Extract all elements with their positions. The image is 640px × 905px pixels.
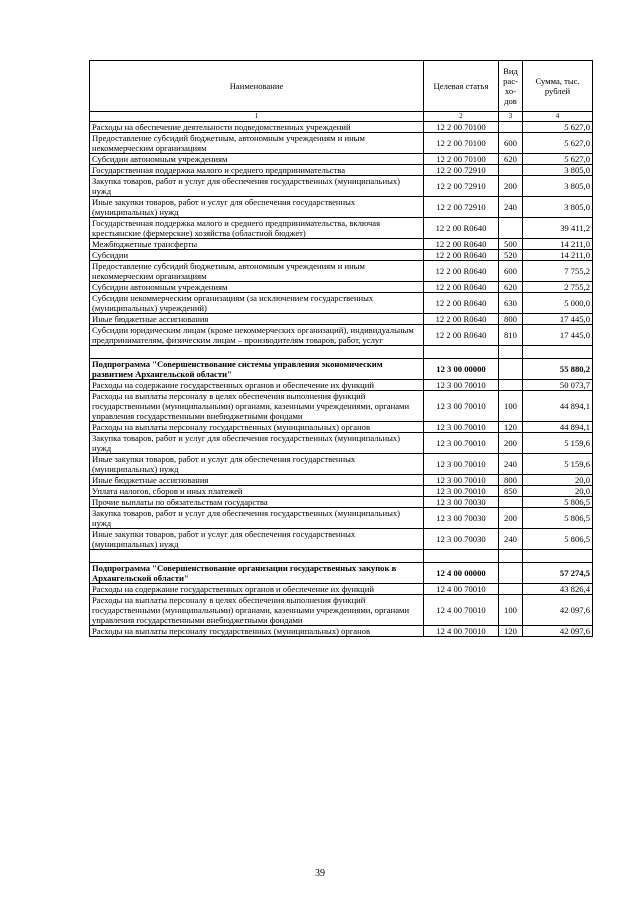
table-row bbox=[90, 486, 593, 497]
table-row bbox=[90, 314, 593, 325]
row-sum bbox=[523, 550, 593, 563]
col-number: 3 bbox=[499, 112, 523, 122]
table-row bbox=[90, 282, 593, 293]
row-sum: 44 894,1 bbox=[523, 422, 593, 433]
row-kind: 240 bbox=[499, 454, 523, 475]
budget-table bbox=[89, 60, 593, 637]
table-row bbox=[90, 197, 593, 218]
table-row bbox=[90, 176, 593, 197]
row-kind: 120 bbox=[499, 626, 523, 637]
row-name: Государственная поддержка малого и среднего предпринимательства, включая крестьянские (фермерские) хозяйства (областной бюджет) bbox=[90, 218, 424, 239]
table-header-row bbox=[90, 61, 593, 112]
row-name: Расходы на содержание государственных органов и обеспечение их функций bbox=[90, 380, 424, 391]
table-row bbox=[90, 508, 593, 529]
row-name: Иные бюджетные ассигнования bbox=[90, 314, 424, 325]
table-row bbox=[90, 325, 593, 346]
row-name: Иные закупки товаров, работ и услуг для обеспечения государственных (муниципальных) нужд bbox=[90, 529, 424, 550]
row-code: 12 4 00 00000 bbox=[424, 563, 499, 584]
row-sum: 14 211,0 bbox=[523, 250, 593, 261]
spacer-row bbox=[90, 550, 593, 563]
row-code: 12 2 00 R0640 bbox=[424, 282, 499, 293]
table-row bbox=[90, 293, 593, 314]
row-kind: 100 bbox=[499, 391, 523, 422]
row-code: 12 3 00 70010 bbox=[424, 454, 499, 475]
table-row bbox=[90, 454, 593, 475]
row-name: Расходы на выплаты персоналу в целях обеспечения выполнения функций государственными (муниципальными) органами, казенными учреждениями, органами управления государственными внебюджетными фондами bbox=[90, 595, 424, 626]
row-name: Межбюджетные трансферты bbox=[90, 239, 424, 250]
row-sum: 7 755,2 bbox=[523, 261, 593, 282]
row-kind: 800 bbox=[499, 314, 523, 325]
row-name: Прочие выплаты по обязательствам государства bbox=[90, 497, 424, 508]
row-sum: 20,0 bbox=[523, 475, 593, 486]
row-kind: 200 bbox=[499, 176, 523, 197]
row-name: Субсидии автономным учреждениям bbox=[90, 282, 424, 293]
row-kind: 120 bbox=[499, 422, 523, 433]
row-code bbox=[424, 346, 499, 359]
row-kind: 200 bbox=[499, 508, 523, 529]
row-kind: 240 bbox=[499, 197, 523, 218]
row-sum: 42 097,6 bbox=[523, 595, 593, 626]
row-kind: 630 bbox=[499, 293, 523, 314]
row-kind: 500 bbox=[499, 239, 523, 250]
table-row bbox=[90, 250, 593, 261]
row-name: Расходы на выплаты персоналу государственных (муниципальных) органов bbox=[90, 626, 424, 637]
row-sum bbox=[523, 346, 593, 359]
row-sum: 3 805,0 bbox=[523, 165, 593, 176]
row-name: Иные бюджетные ассигнования bbox=[90, 475, 424, 486]
row-name: Расходы на содержание государственных органов и обеспечение их функций bbox=[90, 584, 424, 595]
row-sum: 50 073,7 bbox=[523, 380, 593, 391]
row-code: 12 2 00 72910 bbox=[424, 197, 499, 218]
row-code: 12 3 00 00000 bbox=[424, 359, 499, 380]
row-sum: 14 211,0 bbox=[523, 239, 593, 250]
row-code: 12 3 00 70030 bbox=[424, 508, 499, 529]
row-code: 12 2 00 70100 bbox=[424, 133, 499, 154]
row-code: 12 3 00 70010 bbox=[424, 475, 499, 486]
row-kind: 620 bbox=[499, 282, 523, 293]
row-name: Подпрограмма "Совершенствование организации государственных закупок в Архангельской области" bbox=[90, 563, 424, 584]
row-code: 12 2 00 R0640 bbox=[424, 314, 499, 325]
table-body bbox=[90, 122, 593, 637]
spacer-row bbox=[90, 346, 593, 359]
row-sum: 39 411,2 bbox=[523, 218, 593, 239]
row-sum: 43 826,4 bbox=[523, 584, 593, 595]
row-code: 12 2 00 R0640 bbox=[424, 261, 499, 282]
row-kind: 850 bbox=[499, 486, 523, 497]
row-sum: 20,0 bbox=[523, 486, 593, 497]
row-name: Уплата налогов, сборов и иных платежей bbox=[90, 486, 424, 497]
row-name bbox=[90, 346, 424, 359]
table-row bbox=[90, 475, 593, 486]
header-code: Целевая статья bbox=[424, 61, 499, 112]
row-kind: 800 bbox=[499, 475, 523, 486]
row-sum: 17 445,0 bbox=[523, 314, 593, 325]
table-row bbox=[90, 497, 593, 508]
row-code: 12 3 00 70010 bbox=[424, 422, 499, 433]
table-row bbox=[90, 595, 593, 626]
table-row bbox=[90, 133, 593, 154]
row-sum: 3 805,0 bbox=[523, 176, 593, 197]
table-row bbox=[90, 626, 593, 637]
row-name: Иные закупки товаров, работ и услуг для обеспечения государственных (муниципальных) нужд bbox=[90, 454, 424, 475]
row-code: 12 3 00 70010 bbox=[424, 391, 499, 422]
row-sum: 57 274,5 bbox=[523, 563, 593, 584]
row-code: 12 2 00 R0640 bbox=[424, 239, 499, 250]
subprogram-row bbox=[90, 563, 593, 584]
row-code: 12 4 00 70010 bbox=[424, 584, 499, 595]
row-sum: 5 806,5 bbox=[523, 508, 593, 529]
row-code: 12 3 00 70030 bbox=[424, 497, 499, 508]
row-name: Предоставление субсидий бюджетным, автономным учреждениям и иным некоммерческим организациям bbox=[90, 133, 424, 154]
row-sum: 55 880,2 bbox=[523, 359, 593, 380]
row-kind bbox=[499, 380, 523, 391]
table-row bbox=[90, 529, 593, 550]
table-row bbox=[90, 391, 593, 422]
row-sum: 44 894,1 bbox=[523, 391, 593, 422]
row-kind bbox=[499, 497, 523, 508]
page-number: 39 bbox=[315, 868, 325, 879]
row-sum: 5 159,6 bbox=[523, 433, 593, 454]
column-number-row bbox=[90, 112, 593, 122]
table-row bbox=[90, 165, 593, 176]
row-sum: 2 755,2 bbox=[523, 282, 593, 293]
col-number: 2 bbox=[424, 112, 499, 122]
row-sum: 5 627,0 bbox=[523, 154, 593, 165]
row-kind: 600 bbox=[499, 261, 523, 282]
row-code: 12 2 00 70100 bbox=[424, 122, 499, 133]
header-name: Наименование bbox=[90, 61, 424, 112]
header-sum: Сумма, тыс. рублей bbox=[523, 61, 593, 112]
row-name: Закупка товаров, работ и услуг для обеспечения государственных (муниципальных) нужд bbox=[90, 508, 424, 529]
row-name: Расходы на обеспечение деятельности подведомственных учреждений bbox=[90, 122, 424, 133]
col-number: 1 bbox=[90, 112, 424, 122]
row-code: 12 3 00 70010 bbox=[424, 433, 499, 454]
table-row bbox=[90, 261, 593, 282]
row-code: 12 3 00 70010 bbox=[424, 486, 499, 497]
row-kind: 810 bbox=[499, 325, 523, 346]
row-code: 12 2 00 R0640 bbox=[424, 218, 499, 239]
row-kind: 100 bbox=[499, 595, 523, 626]
row-kind bbox=[499, 122, 523, 133]
row-name: Подпрограмма "Совершенствование системы управления экономическим развитием Архангельской области" bbox=[90, 359, 424, 380]
row-sum: 3 805,0 bbox=[523, 197, 593, 218]
row-kind bbox=[499, 165, 523, 176]
row-name: Закупка товаров, работ и услуг для обеспечения государственных (муниципальных) нужд bbox=[90, 433, 424, 454]
row-code: 12 4 00 70010 bbox=[424, 595, 499, 626]
row-kind bbox=[499, 584, 523, 595]
row-kind: 200 bbox=[499, 433, 523, 454]
row-name: Закупка товаров, работ и услуг для обеспечения государственных (муниципальных) нужд bbox=[90, 176, 424, 197]
row-name: Субсидии автономным учреждениям bbox=[90, 154, 424, 165]
row-name bbox=[90, 550, 424, 563]
row-name: Субсидии bbox=[90, 250, 424, 261]
header-kind: Вид рас- хо- дов bbox=[499, 61, 523, 112]
row-code: 12 2 00 R0640 bbox=[424, 250, 499, 261]
row-kind: 620 bbox=[499, 154, 523, 165]
row-kind: 600 bbox=[499, 133, 523, 154]
row-sum: 5 806,5 bbox=[523, 497, 593, 508]
row-sum: 42 097,6 bbox=[523, 626, 593, 637]
row-code: 12 4 00 70010 bbox=[424, 626, 499, 637]
row-code: 12 2 00 R0640 bbox=[424, 293, 499, 314]
table-row bbox=[90, 422, 593, 433]
row-code: 12 2 00 70100 bbox=[424, 154, 499, 165]
row-code bbox=[424, 550, 499, 563]
row-name: Предоставление субсидий бюджетным, автономным учреждениям и иным некоммерческим организациям bbox=[90, 261, 424, 282]
row-name: Иные закупки товаров, работ и услуг для обеспечения государственных (муниципальных) нужд bbox=[90, 197, 424, 218]
row-sum: 5 627,0 bbox=[523, 122, 593, 133]
row-sum: 5 627,0 bbox=[523, 133, 593, 154]
row-name: Субсидии некоммерческим организациям (за исключением государственных (муниципальных) учреждений) bbox=[90, 293, 424, 314]
row-code: 12 2 00 R0640 bbox=[424, 325, 499, 346]
table-row bbox=[90, 433, 593, 454]
row-name: Расходы на выплаты персоналу в целях обеспечения выполнения функций государственными (муниципальными) органами, казенными учреждениями, органами управления государственными внебюджетными фондами bbox=[90, 391, 424, 422]
subprogram-row bbox=[90, 359, 593, 380]
row-kind bbox=[499, 550, 523, 563]
row-kind bbox=[499, 563, 523, 584]
row-code: 12 2 00 72910 bbox=[424, 176, 499, 197]
row-code: 12 3 00 70030 bbox=[424, 529, 499, 550]
row-kind: 520 bbox=[499, 250, 523, 261]
row-sum: 5 806,5 bbox=[523, 529, 593, 550]
table-row bbox=[90, 239, 593, 250]
row-sum: 17 445,0 bbox=[523, 325, 593, 346]
row-name: Субсидии юридическим лицам (кроме некоммерческих организаций), индивидуальным предпринимателям, физическим лицам – производителям товаров, работ, услуг bbox=[90, 325, 424, 346]
row-name: Расходы на выплаты персоналу государственных (муниципальных) органов bbox=[90, 422, 424, 433]
row-kind bbox=[499, 218, 523, 239]
table-row bbox=[90, 122, 593, 133]
table-row bbox=[90, 154, 593, 165]
row-code: 12 2 00 72910 bbox=[424, 165, 499, 176]
col-number: 4 bbox=[523, 112, 593, 122]
row-kind bbox=[499, 359, 523, 380]
row-kind bbox=[499, 346, 523, 359]
row-sum: 5 000,0 bbox=[523, 293, 593, 314]
row-sum: 5 159,6 bbox=[523, 454, 593, 475]
row-code: 12 3 00 70010 bbox=[424, 380, 499, 391]
row-name: Государственная поддержка малого и среднего предпринимательства bbox=[90, 165, 424, 176]
table-row bbox=[90, 218, 593, 239]
row-kind: 240 bbox=[499, 529, 523, 550]
table-row bbox=[90, 584, 593, 595]
table-row bbox=[90, 380, 593, 391]
